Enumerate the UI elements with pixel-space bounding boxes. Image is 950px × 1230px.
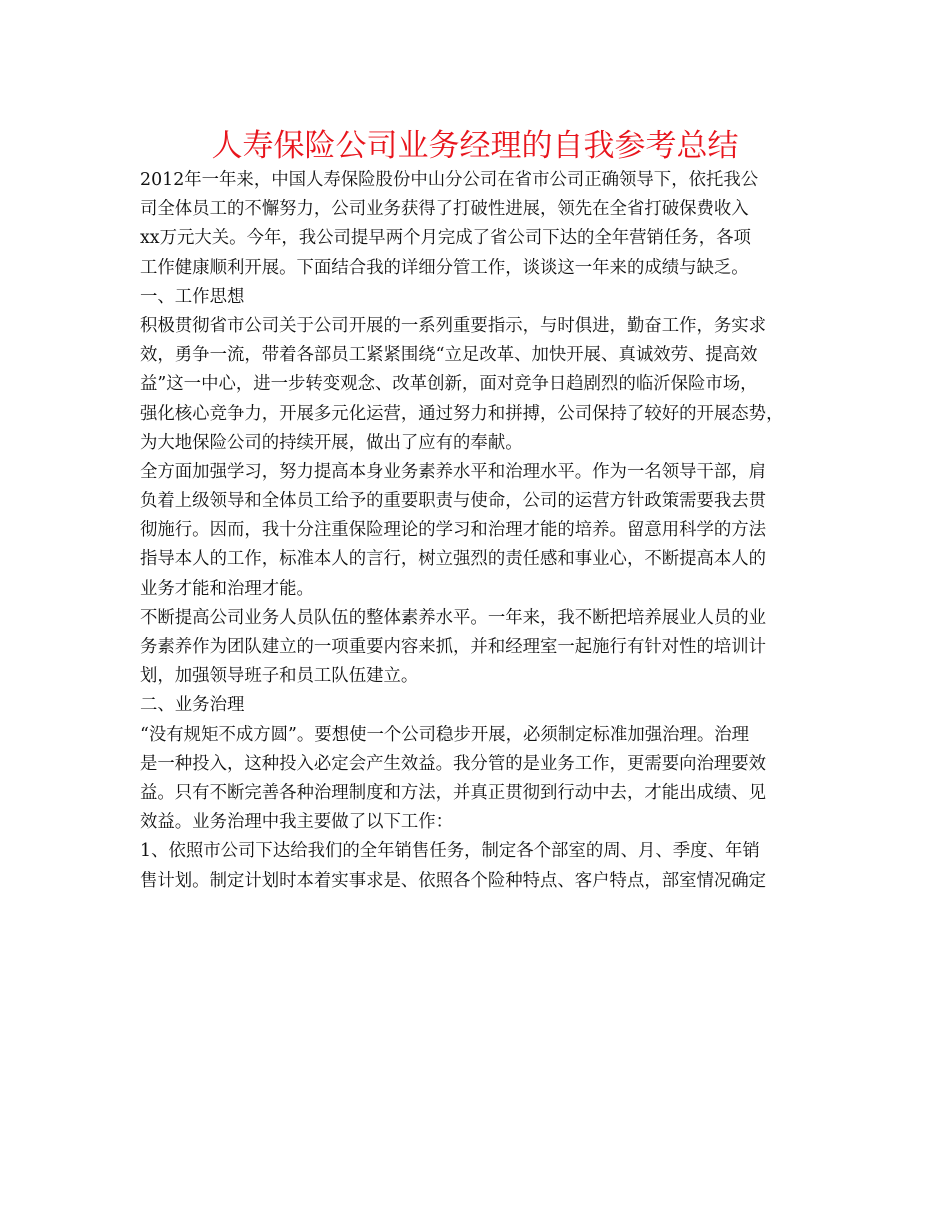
text-line: 为大地保险公司的持续开展，做出了应有的奉献。 [140,432,523,453]
text-line: 业务才能和治理才能。 [140,578,314,599]
document-title: 人寿保险公司业务经理的自我参考总结 [211,128,739,164]
section-heading: 二、业务治理 [140,695,245,716]
text-line: 全方面加强学习，努力提高本身业务素养水平和治理水平。作为一名领导干部，肩 [140,461,767,482]
text-line: “没有规矩不成方圆”。要想使一个公司稳步开展，必须制定标准加强治理。治理 [140,724,750,745]
text-line: 务素养作为团队建立的一项重要内容来抓，并和经理室一起施行有针对性的培训计 [140,637,767,657]
text-line: 1、依照市公司下达给我们的全年销售任务，制定各个部室的周、月、季度、年销 [140,841,760,862]
text-line: 司全体员工的不懈努力，公司业务获得了打破性进展，领先在全省打破保费收入 [140,199,749,220]
text-line: 强化核心竞争力，开展多元化运营，通过努力和拼搏，公司保持了较好的开展态势， [140,403,784,424]
text-line: 2012年一年来，中国人寿保险股份中山分公司在省市公司正确领导下，依托我公 [140,170,759,190]
text-line: 积极贯彻省市公司关于公司开展的一系列重要指示，与时俱进，勤奋工作，务实求 [140,315,767,336]
text-line: 益。只有不断完善各种治理制度和方法，并真正贯彻到行动中去，才能出成绩、见 [140,782,767,803]
text-line: 不断提高公司业务人员队伍的整体素养水平。一年来，我不断把培养展业人员的业 [140,607,767,628]
text-line: 效益。业务治理中我主要做了以下工作： [140,812,454,833]
text-line: xx万元大关。今年，我公司提早两个月完成了省公司下达的全年营销任务，各项 [140,228,751,249]
text-line: 指导本人的工作，标准本人的言行，树立强烈的责任感和事业心，不断提高本人的 [140,549,767,570]
text-line: 是一种投入，这种投入必定会产生效益。我分管的是业务工作，更需要向治理要效 [140,753,767,774]
text-line: 益”这一中心，进一步转变观念、改革创新，面对竞争日趋剧烈的临沂保险市场， [140,374,758,395]
text-line: 工作健康顺利开展。下面结合我的详细分管工作，谈谈这一年来的成绩与缺乏。 [140,257,749,278]
text-line: 划，加强领导班子和员工队伍建立。 [140,666,419,687]
text-line: 效，勇争一流，带着各部员工紧紧围绕“立足改革、加快开展、真诚效劳、提高效 [140,345,758,366]
text-line: 负着上级领导和全体员工给予的重要职责与使命，公司的运营方针政策需要我去贯 [140,491,767,512]
text-line: 彻施行。因而，我十分注重保险理论的学习和治理才能的培养。留意用科学的方法 [140,520,767,541]
document-body [140,166,820,896]
text-line: 售计划。制定计划时本着实事求是、依照各个险种特点、客户特点，部室情况确定 [140,870,767,891]
section-heading: 一、工作思想 [140,286,245,307]
